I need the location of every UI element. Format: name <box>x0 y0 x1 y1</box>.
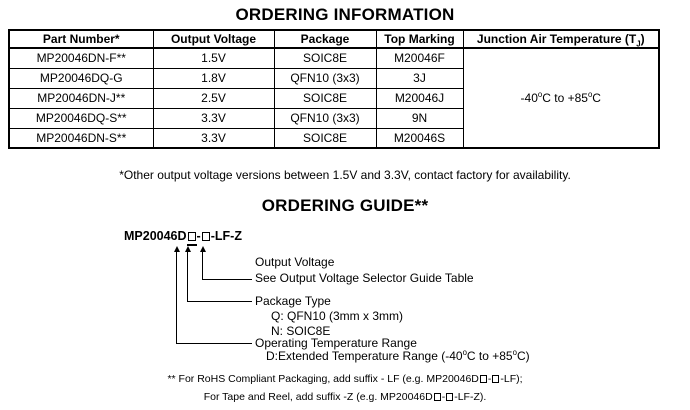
junction-temp-value: -40 <box>520 91 538 105</box>
col-header-package: Package <box>274 30 376 48</box>
tape-reel-footnote-end: -LF-Z). <box>454 391 487 403</box>
col-header-part-number: Part Number* <box>9 30 153 48</box>
degree-superscript: o <box>462 348 467 357</box>
rohs-footnote-mid: - <box>487 373 492 385</box>
operating-temp-range-label: Operating Temperature Range <box>255 336 417 350</box>
cell-output-voltage: 1.5V <box>153 48 274 68</box>
package-code-box-icon <box>480 375 487 383</box>
output-voltage-see-table-label: See Output Voltage Selector Guide Table <box>255 271 474 285</box>
cell-package: QFN10 (3x3) <box>274 108 376 128</box>
rohs-footnote <box>0 373 690 385</box>
voltage-code-box-icon <box>446 393 453 401</box>
ordering-guide-title: ORDERING GUIDE** <box>261 196 429 215</box>
cell-part-number: MP20046DN-J** <box>9 88 153 108</box>
part-number-suffix: -LF-Z <box>210 229 242 243</box>
temp-option-extended <box>266 350 530 363</box>
junction-temp-header-text: Junction Air Temperature (T <box>476 32 637 46</box>
connector-line <box>176 343 252 344</box>
cell-top-marking: 3J <box>376 68 463 88</box>
package-type-label: Package Type <box>255 294 331 308</box>
col-header-output-voltage: Output Voltage <box>153 30 274 48</box>
col-header-top-marking: Top Marking <box>376 30 463 48</box>
degree-superscript: o <box>512 348 517 357</box>
cell-junction-temp <box>463 48 659 148</box>
arrow-up-icon <box>185 246 191 252</box>
cell-output-voltage: 3.3V <box>153 108 274 128</box>
junction-temp-header-close: ) <box>640 32 645 46</box>
connector-line <box>176 251 177 344</box>
output-voltage-label: Output Voltage <box>255 255 335 269</box>
package-option-soic: N: SOIC8E <box>271 324 331 338</box>
degree-superscript: o <box>587 90 593 99</box>
connector-line <box>202 279 252 280</box>
ordering-information-table <box>8 29 660 149</box>
cell-top-marking: M20046S <box>376 128 463 148</box>
temp-option-text: D:Extended Temperature Range (-40 <box>266 349 463 363</box>
cell-part-number: MP20046DQ-S** <box>9 108 153 128</box>
tape-reel-footnote-mid: - <box>441 391 446 403</box>
cell-output-voltage: 1.8V <box>153 68 274 88</box>
package-code-box-icon <box>434 393 441 401</box>
junction-temp-value-end: C <box>592 91 601 105</box>
cell-top-marking: M20046J <box>376 88 463 108</box>
col-header-junction-temp <box>463 30 659 48</box>
connector-line <box>202 251 203 279</box>
arrow-up-icon <box>174 246 180 252</box>
cell-package: QFN10 (3x3) <box>274 68 376 88</box>
temp-option-text-end: C) <box>516 349 530 363</box>
table-footnote: *Other output voltage versions between 1.5V and 3.3V, contact factory for availability. <box>119 168 571 182</box>
tape-reel-footnote <box>0 391 690 403</box>
package-option-qfn: Q: QFN10 (3mm x 3mm) <box>271 309 404 323</box>
cell-part-number: MP20046DN-S** <box>9 128 153 148</box>
rohs-footnote-end: -LF); <box>500 373 523 385</box>
table-header-row <box>9 30 659 48</box>
cell-package: SOIC8E <box>274 128 376 148</box>
cell-top-marking: M20046F <box>376 48 463 68</box>
rohs-footnote-text: ** For RoHS Compliant Packaging, add suffix - LF (e.g. MP20046D <box>167 373 479 385</box>
cell-part-number: MP20046DN-F** <box>9 48 153 68</box>
voltage-code-box-icon <box>202 232 210 241</box>
tape-reel-footnote-text: For Tape and Reel, add suffix -Z (e.g. MP20046D <box>203 391 433 403</box>
package-code-underline <box>187 230 197 246</box>
junction-temp-header-subscript: J <box>636 39 641 48</box>
table-row <box>9 48 659 68</box>
cell-package: SOIC8E <box>274 88 376 108</box>
cell-output-voltage: 2.5V <box>153 88 274 108</box>
part-number-template <box>124 229 242 246</box>
connector-line <box>187 251 188 301</box>
connector-line <box>187 301 252 302</box>
part-number-separator: - <box>196 229 201 243</box>
part-number-prefix: MP20046D <box>124 229 187 243</box>
package-code-box-icon <box>188 232 196 241</box>
arrow-up-icon <box>200 246 206 252</box>
degree-superscript: o <box>537 90 543 99</box>
cell-top-marking: 9N <box>376 108 463 128</box>
cell-part-number: MP20046DQ-G <box>9 68 153 88</box>
junction-temp-value-mid: C to +85 <box>542 91 588 105</box>
cell-output-voltage: 3.3V <box>153 128 274 148</box>
cell-package: SOIC8E <box>274 48 376 68</box>
voltage-code-box-icon <box>492 375 499 383</box>
temp-option-text-mid: C to +85 <box>466 349 513 363</box>
ordering-information-title: ORDERING INFORMATION <box>235 5 455 24</box>
